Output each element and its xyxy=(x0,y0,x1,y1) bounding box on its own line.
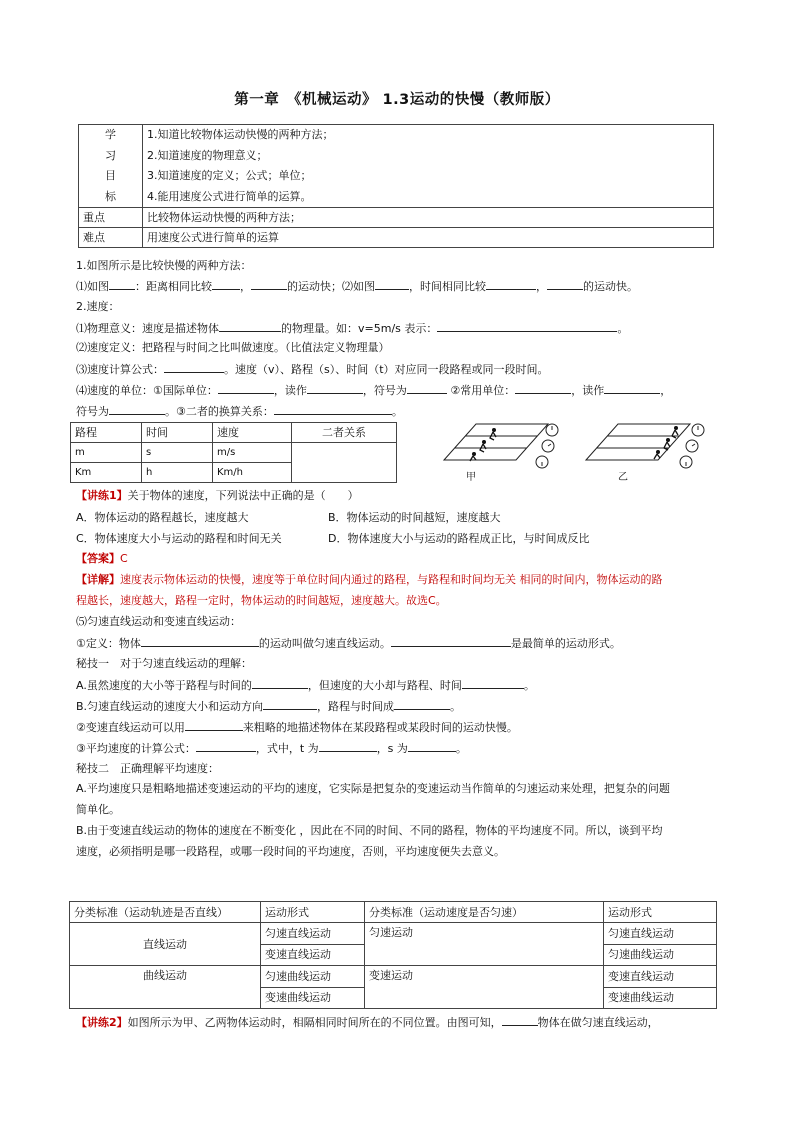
units-relation-cell[interactable] xyxy=(292,443,397,483)
section2-p3 xyxy=(76,361,549,377)
class-cell: 匀速曲线运动 xyxy=(604,944,717,965)
section5-def xyxy=(76,635,621,651)
exercise-tag: 【讲练1】 xyxy=(76,489,128,502)
exercise-tag: 【讲练2】 xyxy=(76,1016,128,1029)
answer-blank[interactable] xyxy=(375,278,409,290)
classification-table xyxy=(69,901,717,1009)
answer-blank[interactable] xyxy=(218,382,274,394)
class-cell: 匀速曲线运动 xyxy=(261,966,365,987)
answer-value: C xyxy=(120,552,128,565)
text: 。 xyxy=(523,679,535,692)
text: ：距离相同比较 xyxy=(135,280,212,293)
objective-item: 1.知道比较物体运动快慢的两种方法； xyxy=(147,128,334,141)
class-header: 分类标准（运动速度是否匀速） xyxy=(365,902,604,923)
text: 是最简单的运动形式。 xyxy=(510,637,621,650)
option-c[interactable]: C．物体速度大小与运动的路程和时间无关 xyxy=(76,532,282,545)
text: B.匀速直线运动的速度大小和运动方向 xyxy=(76,700,264,713)
difficulty-label: 难点 xyxy=(79,228,143,248)
class-cell: 变速曲线运动 xyxy=(261,987,365,1008)
label-char: 学 xyxy=(105,128,116,141)
text: ，式中，t 为 xyxy=(255,742,319,755)
answer-line xyxy=(76,551,128,566)
key-text: 比较物体运动快慢的两种方法； xyxy=(143,208,714,228)
class-row xyxy=(70,923,717,944)
answer-blank[interactable] xyxy=(263,698,317,710)
text: 来粗略的地描述物体在某段路程或某段时间的运动快慢。 xyxy=(242,721,518,734)
text: ⑴如图 xyxy=(76,280,109,293)
section2-p4 xyxy=(76,382,671,398)
section2-p5 xyxy=(76,403,403,419)
exercise2-line xyxy=(76,1014,659,1030)
units-cell: Km/h xyxy=(213,463,292,483)
section2-p1 xyxy=(76,320,628,336)
answer-blank[interactable] xyxy=(185,719,243,731)
answer-blank[interactable] xyxy=(196,740,256,752)
units-header: 二者关系 xyxy=(292,423,397,443)
answer-blank[interactable] xyxy=(515,382,571,394)
answer-blank[interactable] xyxy=(486,278,536,290)
detail-tag: 【详解】 xyxy=(76,573,120,586)
class-cell: 匀速运动 xyxy=(365,923,604,966)
label-char: 标 xyxy=(105,189,116,203)
answer-blank[interactable] xyxy=(141,635,259,647)
units-header: 路程 xyxy=(71,423,142,443)
text: ，符号为 xyxy=(362,384,407,397)
answer-blank[interactable] xyxy=(408,740,456,752)
text: 的运动叫做匀速直线运动。 xyxy=(258,637,391,650)
text: ，读作 xyxy=(273,384,307,397)
difficulty-text: 用速度公式进行简单的运算 xyxy=(143,228,714,248)
answer-blank[interactable] xyxy=(164,361,224,373)
text: ①定义：物体 xyxy=(76,637,141,650)
section2-p2: ⑵速度定义：把路程与时间之比叫做速度。（比值法定义物理量） xyxy=(76,341,390,354)
clock-icon xyxy=(536,424,558,468)
section1-line xyxy=(76,278,638,294)
class-cell: 曲线运动 xyxy=(70,966,261,1009)
tip2-b: 速度，必须指明是哪一段路程，或哪一段时间的平均速度，否则，平均速度便失去意义。 xyxy=(76,845,505,858)
class-cell: 变速运动 xyxy=(365,966,604,1009)
figure-label-left: 甲 xyxy=(466,472,476,483)
text: 如图所示为甲、乙两物体运动时，相隔相同时间所在的不同位置。由图可知， xyxy=(127,1016,502,1029)
units-cell: h xyxy=(142,463,213,483)
text: 关于物体的速度，下列说法中正确的是（ ） xyxy=(127,489,359,502)
section1-heading: 1.如图所示是比较快慢的两种方法： xyxy=(76,259,252,272)
page-title: 第一章 《机械运动》 1.3运动的快慢（教师版） xyxy=(234,92,560,108)
tip1-a xyxy=(76,677,535,693)
text: ②变速直线运动可以用 xyxy=(76,721,185,734)
text: 。 xyxy=(391,405,403,418)
section2-heading: 2.速度： xyxy=(76,300,120,313)
section5-d xyxy=(76,740,467,756)
figure-label-right: 乙 xyxy=(618,472,628,483)
answer-blank[interactable] xyxy=(219,320,281,332)
class-cell: 变速曲线运动 xyxy=(604,987,717,1008)
text: 。 xyxy=(450,700,462,713)
runners-figure xyxy=(436,418,726,488)
text: 的物理量。如：v=5m/s 表示： xyxy=(281,322,438,335)
option-d[interactable]: D．物体速度大小与运动的路程成正比，与时间成反比 xyxy=(328,532,590,545)
answer-blank[interactable] xyxy=(251,278,287,290)
units-cell: m xyxy=(71,443,142,463)
text: 物体在做匀速直线运动， xyxy=(537,1016,659,1029)
key-point-row xyxy=(79,208,714,228)
units-row xyxy=(71,443,397,463)
difficulty-row xyxy=(79,228,714,248)
class-header: 运动形式 xyxy=(261,902,365,923)
answer-blank[interactable] xyxy=(307,382,363,394)
key-label: 重点 xyxy=(79,208,143,228)
answer-blank[interactable] xyxy=(502,1014,538,1026)
answer-blank[interactable] xyxy=(252,677,308,689)
objective-item: 3.知道速度的定义；公式；单位； xyxy=(147,169,312,182)
units-header-row xyxy=(71,423,397,443)
objective-item: 4.能用速度公式进行简单的运算。 xyxy=(147,189,312,203)
text: ③平均速度的计算公式： xyxy=(76,742,196,755)
exercise1-question xyxy=(76,488,359,503)
class-cell: 匀速直线运动 xyxy=(604,923,717,944)
text: ， xyxy=(240,280,251,293)
tip1-b xyxy=(76,698,461,714)
track-right xyxy=(586,424,690,460)
class-cell: 变速直线运动 xyxy=(261,944,365,965)
objectives-label-cell xyxy=(79,125,143,208)
detail-line xyxy=(76,572,663,587)
tip2-heading: 秘技二 正确理解平均速度： xyxy=(76,762,219,775)
class-cell: 变速直线运动 xyxy=(604,966,717,987)
objective-item: 2.知道速度的物理意义； xyxy=(147,148,268,162)
tip2-a: A.平均速度只是粗略地描述变速运动的平均的速度，它实际是把复杂的变速运动当作简单的匀速运动来处理，把复杂的问题 xyxy=(76,782,670,795)
class-header: 运动形式 xyxy=(604,902,717,923)
class-row xyxy=(70,966,717,987)
answer-blank[interactable] xyxy=(462,677,524,689)
tip1-heading: 秘技一 对于匀速直线运动的理解： xyxy=(76,657,252,670)
answer-blank[interactable] xyxy=(604,382,660,394)
text: 。 xyxy=(455,742,467,755)
answer-blank[interactable] xyxy=(407,382,447,394)
tip2-b: B.由于变速直线运动的物体的速度在不断变化 ，因此在不同的时间、不同的路程，物体的平均速度不同。所以，谈到平均 xyxy=(76,824,663,837)
option-a[interactable]: A．物体运动的路程越长，速度越大 xyxy=(76,511,249,524)
units-table xyxy=(70,422,397,483)
text: ②常用单位： xyxy=(450,384,516,397)
text: ，时间相同比较 xyxy=(409,280,486,293)
class-header-row xyxy=(70,902,717,923)
class-cell: 匀速直线运动 xyxy=(261,923,365,944)
answer-blank[interactable] xyxy=(319,740,377,752)
units-header: 时间 xyxy=(142,423,213,443)
text: ，读作 xyxy=(571,384,605,397)
label-char: 目 xyxy=(105,169,116,182)
class-cell: 直线运动 xyxy=(70,923,261,966)
track-left xyxy=(444,424,548,460)
answer-blank[interactable] xyxy=(391,635,511,647)
text: A.虽然速度的大小等于路程与时间的 xyxy=(76,679,252,692)
answer-tag: 【答案】 xyxy=(76,552,120,565)
objectives-table xyxy=(78,124,714,248)
runner-icon xyxy=(470,428,496,461)
text: ，s 为 xyxy=(376,742,408,755)
units-header: 速度 xyxy=(213,423,292,443)
text: ，路程与时间成 xyxy=(317,700,395,713)
runner-icon xyxy=(654,426,678,459)
tip2-a: 简单化。 xyxy=(76,803,120,816)
class-header: 分类标准（运动轨迹是否直线） xyxy=(70,902,261,923)
objectives-row xyxy=(79,125,714,208)
text: 的运动快。 xyxy=(583,280,638,293)
text: ⑴物理意义：速度是描述物体 xyxy=(76,322,219,335)
units-cell: m/s xyxy=(213,443,292,463)
label-char: 习 xyxy=(105,148,116,162)
answer-blank[interactable] xyxy=(274,403,392,415)
text: ⑷速度的单位：①国际单位： xyxy=(76,384,218,397)
text: 。 xyxy=(617,322,629,335)
objectives-items-cell xyxy=(143,125,714,208)
text: 。③二者的换算关系： xyxy=(165,405,274,418)
text: ， xyxy=(660,384,672,397)
answer-blank[interactable] xyxy=(109,278,135,290)
text: 符号为 xyxy=(76,405,109,418)
units-cell: s xyxy=(142,443,213,463)
answer-blank[interactable] xyxy=(437,320,617,332)
answer-blank[interactable] xyxy=(394,698,450,710)
text: ，但速度的大小却与路程、时间 xyxy=(307,679,462,692)
detail-text: 程越长，速度越大，路程一定时，物体运动的时间越短，速度越大。故选C。 xyxy=(76,594,447,607)
option-b[interactable]: B．物体运动的时间越短，速度越大 xyxy=(328,511,501,524)
text: 的运动快；⑵如图 xyxy=(287,280,375,293)
units-cell: Km xyxy=(71,463,142,483)
answer-blank[interactable] xyxy=(109,403,165,415)
text: ， xyxy=(536,280,547,293)
section5-heading: ⑸匀速直线运动和变速直线运动： xyxy=(76,615,241,628)
detail-text: 速度表示物体运动的快慢，速度等于单位时间内通过的路程，与路程和时间均无关 相同的时间内，物体运动的路 xyxy=(120,573,663,586)
text: 。速度（v）、路程（s）、时间（t）对应同一段路程或同一段时间。 xyxy=(224,363,549,376)
answer-blank[interactable] xyxy=(547,278,583,290)
text: ⑶速度计算公式： xyxy=(76,363,164,376)
section5-c xyxy=(76,719,518,735)
answer-blank[interactable] xyxy=(212,278,240,290)
